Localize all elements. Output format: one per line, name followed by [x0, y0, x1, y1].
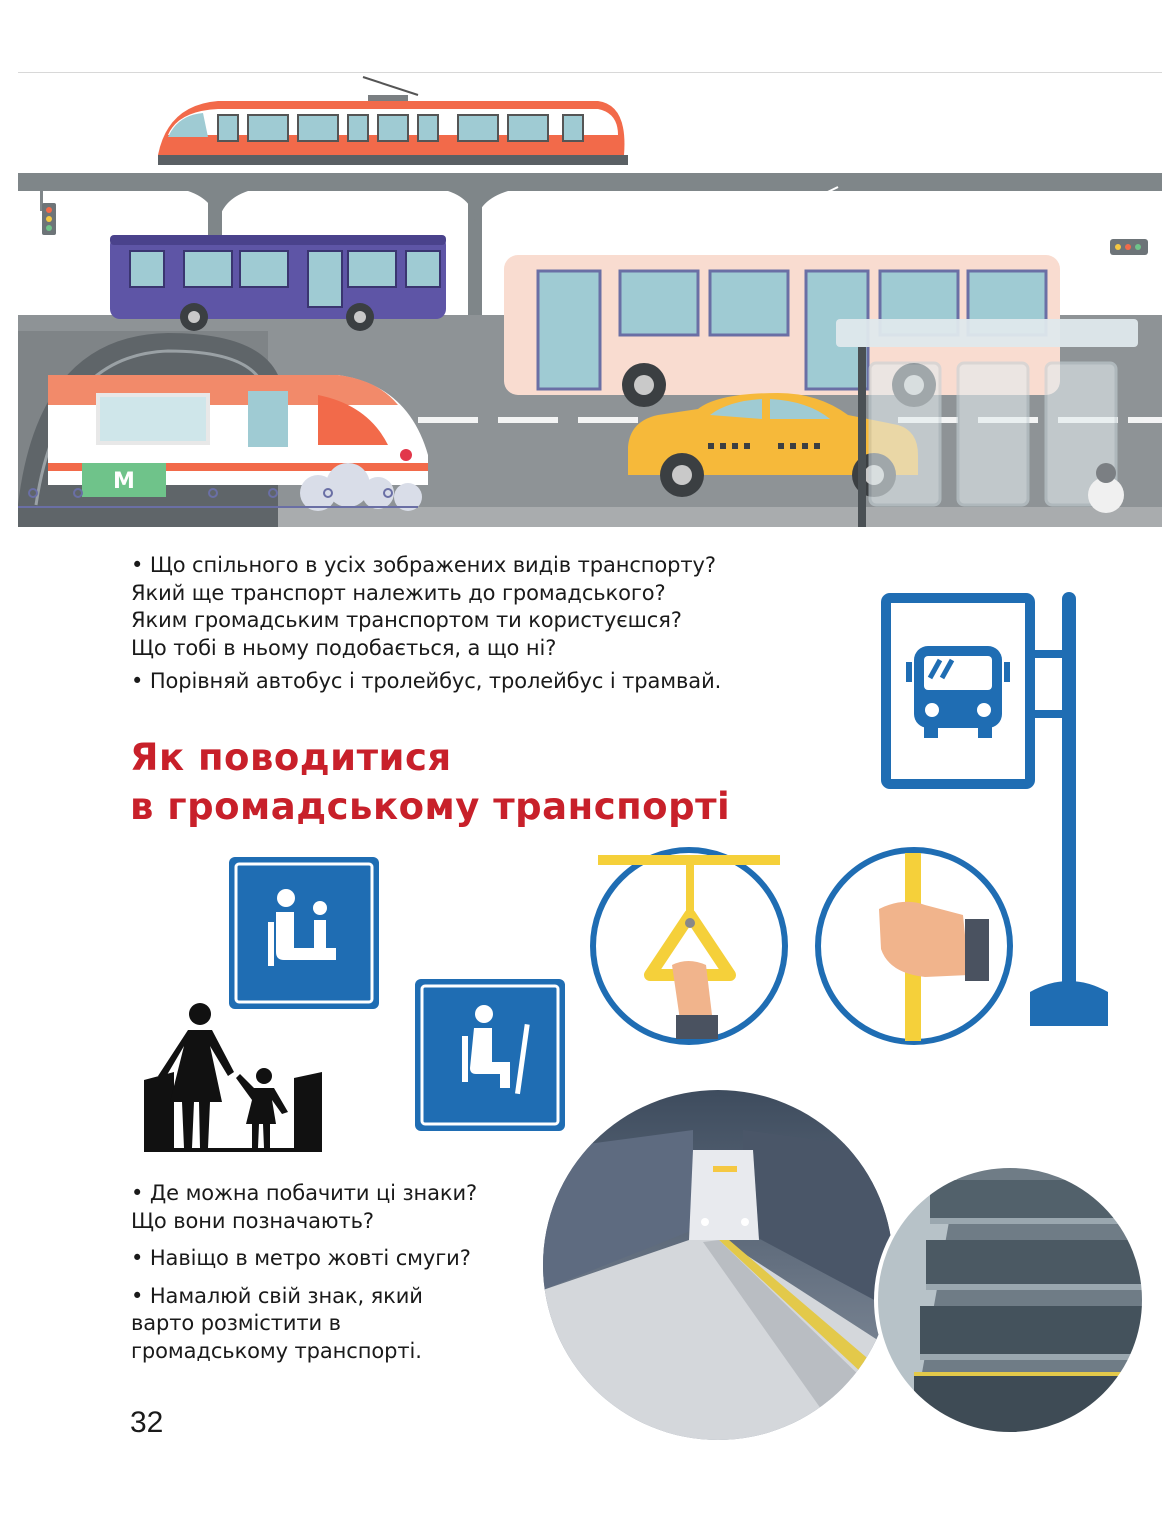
heading-line-2: в громадському транспорті	[130, 785, 731, 828]
questions-bottom	[131, 1180, 477, 1365]
question-line: Який ще транспорт належить до громадського?	[131, 580, 666, 605]
bus-purple	[110, 235, 446, 331]
question-line: • Де можна побачити ці знаки?	[131, 1181, 478, 1205]
hand-strap-illustration	[588, 845, 790, 1047]
question-line: Що тобі в ньому подобається, а що ні?	[131, 635, 557, 660]
metro-sign-letter: M	[113, 469, 135, 494]
questions-top	[131, 552, 721, 696]
top-divider	[18, 72, 1162, 73]
question-line: • Намалюй свій знак, який	[131, 1283, 423, 1308]
heading-line-1: Як поводитися	[130, 736, 452, 779]
tram	[158, 77, 628, 165]
question-line: • Порівняй автобус і тролейбус, тролейбус і трамвай.	[131, 669, 722, 693]
escalator-parent-child-pictogram	[144, 1002, 324, 1152]
question-line: Яким громадським транспортом ти користуєшся?	[131, 608, 682, 632]
question-line: • Навіщо в метро жовті смуги?	[131, 1246, 471, 1270]
question-line: Що вони позначають?	[131, 1208, 374, 1233]
bus-icon	[906, 646, 1010, 738]
metro-platform-photo	[543, 1090, 893, 1440]
city-transport-illustration	[18, 75, 1162, 527]
question-line: варто розмістити в	[131, 1311, 341, 1335]
section-heading	[130, 733, 730, 831]
escalator-photo	[870, 1160, 1150, 1440]
question-line: громадському транспорті.	[131, 1338, 422, 1363]
priority-seat-parent-child-sign	[228, 856, 380, 1010]
question-line: • Що спільного в усіх зображених видів транспорту?	[131, 553, 716, 577]
page-number: 32	[130, 1406, 164, 1439]
hand-pole-illustration	[813, 845, 1015, 1047]
